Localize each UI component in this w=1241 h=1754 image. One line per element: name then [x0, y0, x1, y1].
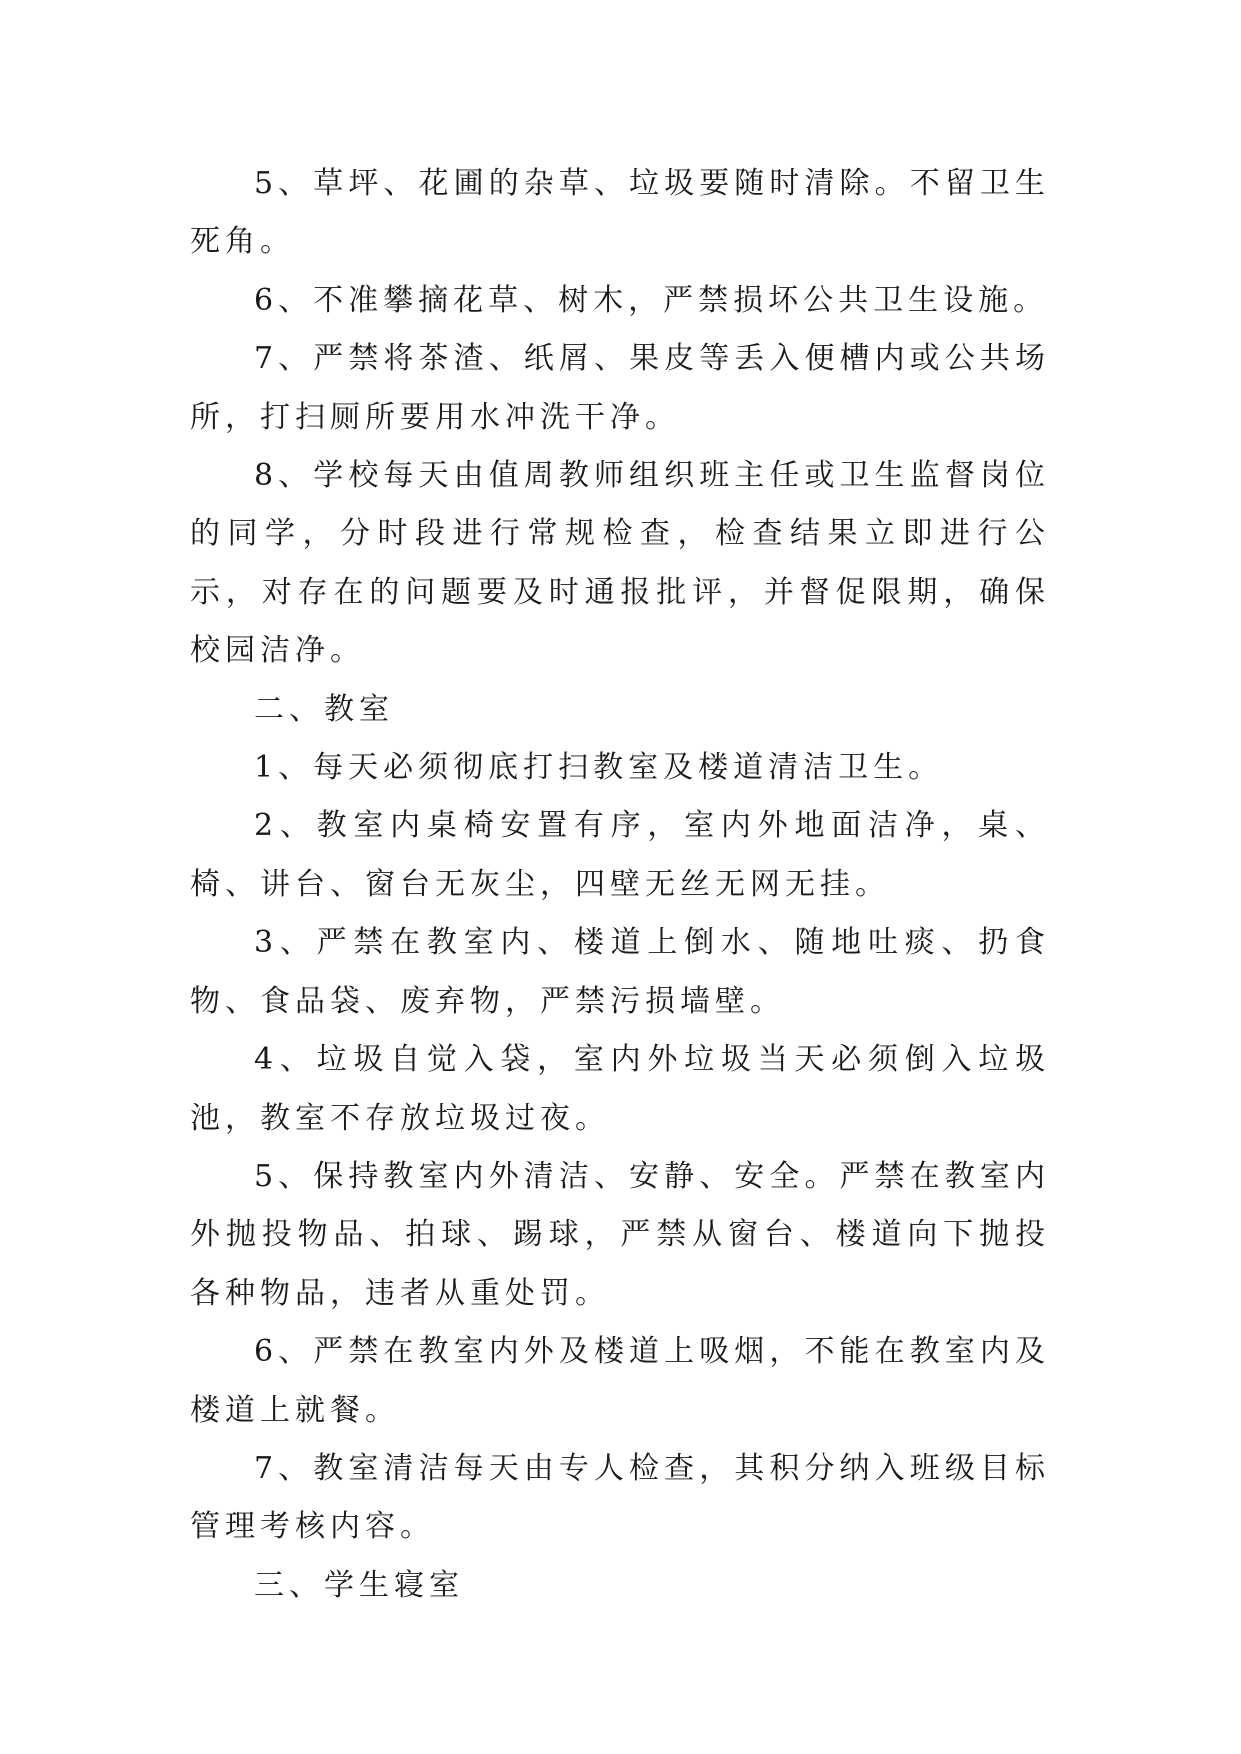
- paragraph-classroom-item-5: 5、保持教室内外清洁、安静、安全。严禁在教室内外抛投物品、拍球、踢球，严禁从窗台、楼道向下抛投各种物品，违者从重处罚。: [190, 1158, 1050, 1311]
- paragraph-classroom-item-2: 2、教室内桌椅安置有序，室内外地面洁净，桌、椅、讲台、窗台无灰尘，四壁无丝无网无挂。: [190, 808, 1050, 902]
- paragraph-item-6: 6、不准攀摘花草、树木，严禁损坏公共卫生设施。: [254, 282, 1049, 318]
- paragraph-item-8: 8、学校每天由值周教师组织班主任或卫生监督岗位的同学，分时段进行常规检查，检查结果立即进行公示，对存在的问题要及时通报批评，并督促限期，确保校园洁净。: [190, 458, 1050, 669]
- paragraph-classroom-item-1: 1、每天必须彻底打扫教室及楼道清洁卫生。: [254, 750, 944, 786]
- section-heading-dormitory: 三、学生寝室: [254, 1567, 464, 1603]
- paragraph-item-7: 7、严禁将茶渣、纸屑、果皮等丢入便槽内或公共场所，打扫厕所要用水冲洗干净。: [190, 341, 1050, 435]
- paragraph-classroom-item-7: 7、教室清洁每天由专人检查，其积分纳入班级目标管理考核内容。: [190, 1450, 1050, 1545]
- document-body: [190, 155, 1050, 1615]
- paragraph-classroom-item-6: 6、严禁在教室内外及楼道上吸烟，不能在教室内及楼道上就餐。: [190, 1334, 1050, 1428]
- paragraph-classroom-item-4: 4、垃圾自觉入袋，室内外垃圾当天必须倒入垃圾池，教室不存放垃圾过夜。: [190, 1042, 1050, 1136]
- section-heading-classroom: 二、教室: [254, 691, 394, 727]
- paragraph-item-5: 5、草坪、花圃的杂草、垃圾要随时清除。不留卫生死角。: [190, 166, 1050, 260]
- paragraph-classroom-item-3: 3、严禁在教室内、楼道上倒水、随地吐痰、扔食物、食品袋、废弃物，严禁污损墙壁。: [190, 925, 1050, 1019]
